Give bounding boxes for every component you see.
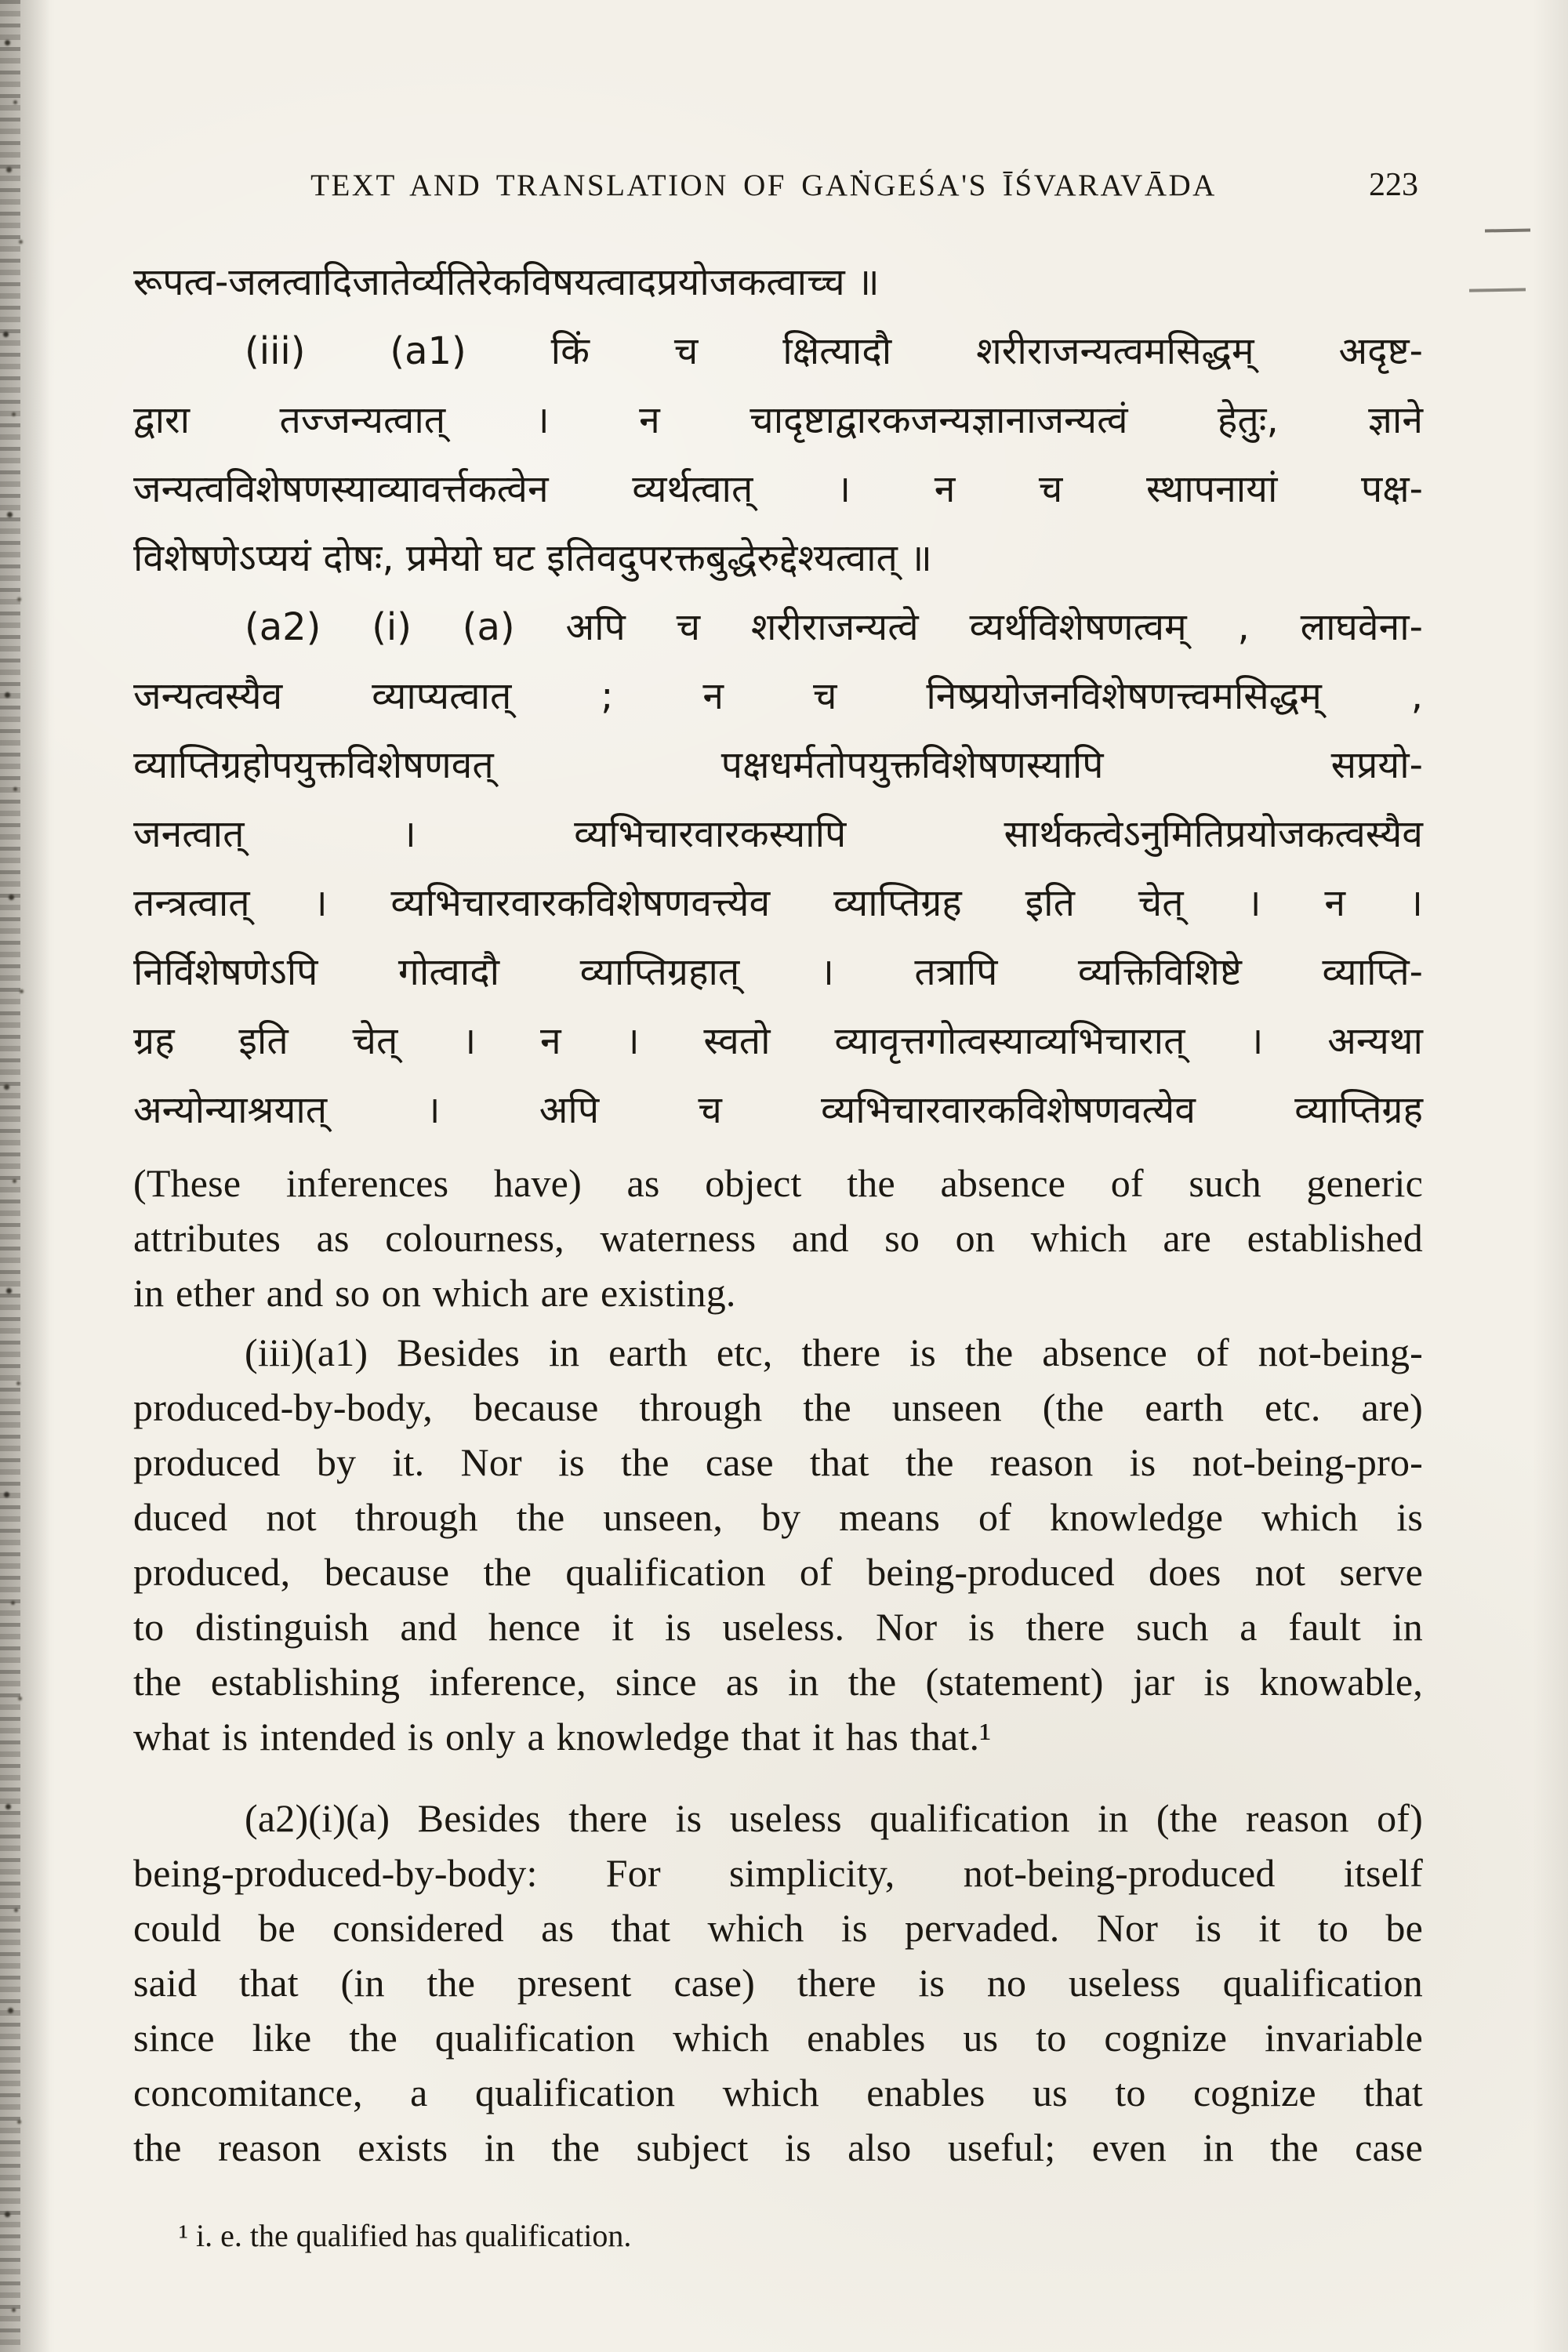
sanskrit-paragraph [133, 593, 1423, 1145]
text-line: (These inferences have) as object the absence of such generic [133, 1161, 1423, 1205]
text-line: concomitance, a qualification which enables us to cognize that [133, 2071, 1423, 2114]
text-line: produced by it. Nor is the case that the reason is not-being-pro- [133, 1440, 1423, 1484]
text-line: (a2)(i)(a) Besides there is useless qualification in (the reason of) [245, 1796, 1423, 1840]
text-line: जन्यत्वविशेषणस्याव्यावर्त्तकत्वेन व्यर्थत्वात् । न च स्थापनायां पक्ष- [133, 467, 1423, 511]
text-line: रूपत्व-जलत्वादिजातेर्व्यतिरेकविषयत्वादप्रयोजकत्वाच्च ॥ [133, 260, 880, 304]
text-line: said that (in the present case) there is no useless qualification [133, 1961, 1423, 2005]
text-line: the establishing inference, since as in the (statement) jar is knowable, [133, 1660, 1423, 1704]
text-line: could be considered as that which is pervaded. Nor is it to be [133, 1906, 1423, 1950]
text-line: तन्त्रत्वात् । व्यभिचारवारकविशेषणवत्त्येव व्याप्तिग्रह इति चेत् । न । [133, 881, 1423, 925]
running-title: TEXT AND TRANSLATION OF GAṄGEŚA'S ĪŚVARAVĀDA [310, 169, 1217, 202]
text-line: what is intended is only a knowledge that it has that.¹ [133, 1715, 992, 1759]
text-line: व्याप्तिग्रहोपयुक्तविशेषणवत् पक्षधर्मतोपयुक्तविशेषणस्यापि सप्रयो- [133, 743, 1423, 787]
scan-edge-shadow [0, 0, 50, 2352]
scan-noise-dots [0, 0, 4, 4]
text-line: द्वारा तज्जन्यत्वात् । न चादृष्टाद्वारकजन्यज्ञानाजन्यत्वं हेतुः, ज्ञाने [133, 398, 1423, 442]
scan-mark-dash [1485, 228, 1530, 232]
english-paragraph [133, 1791, 1423, 2175]
footnote [133, 2216, 1423, 2256]
footnote-text: ¹ i. e. the qualified has qualification. [179, 2218, 632, 2253]
text-line: जनत्वात् । व्यभिचारवारकस्यापि सार्थकत्वेऽनुमितिप्रयोजकत्वस्यैव [133, 812, 1423, 856]
sanskrit-paragraph [133, 317, 1423, 593]
text-line: produced, because the qualification of being-produced does not serve [133, 1550, 1423, 1594]
text-line: produced-by-body, because through the unseen (the earth etc. are) [133, 1385, 1423, 1429]
sanskrit-paragraph [133, 248, 1423, 317]
page-header [133, 166, 1423, 204]
text-line: to distinguish and hence it is useless. Nor is there such a fault in [133, 1605, 1423, 1649]
text-line: since like the qualification which enables us to cognize invariable [133, 2016, 1423, 2060]
sanskrit-section [133, 248, 1423, 1145]
page-content [133, 166, 1423, 2256]
english-paragraph [133, 1156, 1423, 1320]
text-line: जन्यत्वस्यैव व्याप्यत्वात् ; न च निष्प्रयोजनविशेषणत्त्वमसिद्धम् , [133, 674, 1423, 718]
text-line: ग्रह इति चेत् । न । स्वतो व्यावृत्तगोत्वस्याव्यभिचारात् । अन्यथा [133, 1019, 1423, 1063]
text-line: being-produced-by-body: For simplicity, not-being-produced itself [133, 1851, 1423, 1895]
scan-mark-dash [1469, 288, 1526, 292]
text-line: (iii)(a1) Besides in earth etc, there is the absence of not-being- [245, 1330, 1423, 1374]
page-number: 223 [1369, 167, 1418, 203]
text-line: अन्योन्याश्रयात् । अपि च व्यभिचारवारकविशेषणवत्येव व्याप्तिग्रह [133, 1088, 1423, 1132]
text-line: (iii) (a1) किं च क्षित्यादौ शरीराजन्यत्वमसिद्धम् अदृष्ट- [245, 329, 1423, 373]
text-line: in ether and so on which are existing. [133, 1271, 736, 1315]
text-line: निर्विशेषणेऽपि गोत्वादौ व्याप्तिग्रहात् । तत्रापि व्यक्तिविशिष्टे व्याप्ति- [133, 950, 1423, 994]
text-line: विशेषणेऽप्ययं दोषः, प्रमेयो घट इतिवदुपरक्तबुद्धेरुद्देश्यत्वात् ॥ [133, 536, 932, 580]
english-paragraph [133, 1325, 1423, 1764]
text-line: attributes as colourness, waterness and so on which are established [133, 1216, 1423, 1260]
text-line: duced not through the unseen, by means of knowledge which is [133, 1495, 1423, 1539]
text-line: the reason exists in the subject is also useful; even in the case [133, 2125, 1423, 2169]
english-translation-section [133, 1156, 1423, 2175]
text-line: (a2) (i) (a) अपि च शरीराजन्यत्वे व्यर्थविशेषणत्वम् , लाघवेना- [245, 605, 1423, 649]
